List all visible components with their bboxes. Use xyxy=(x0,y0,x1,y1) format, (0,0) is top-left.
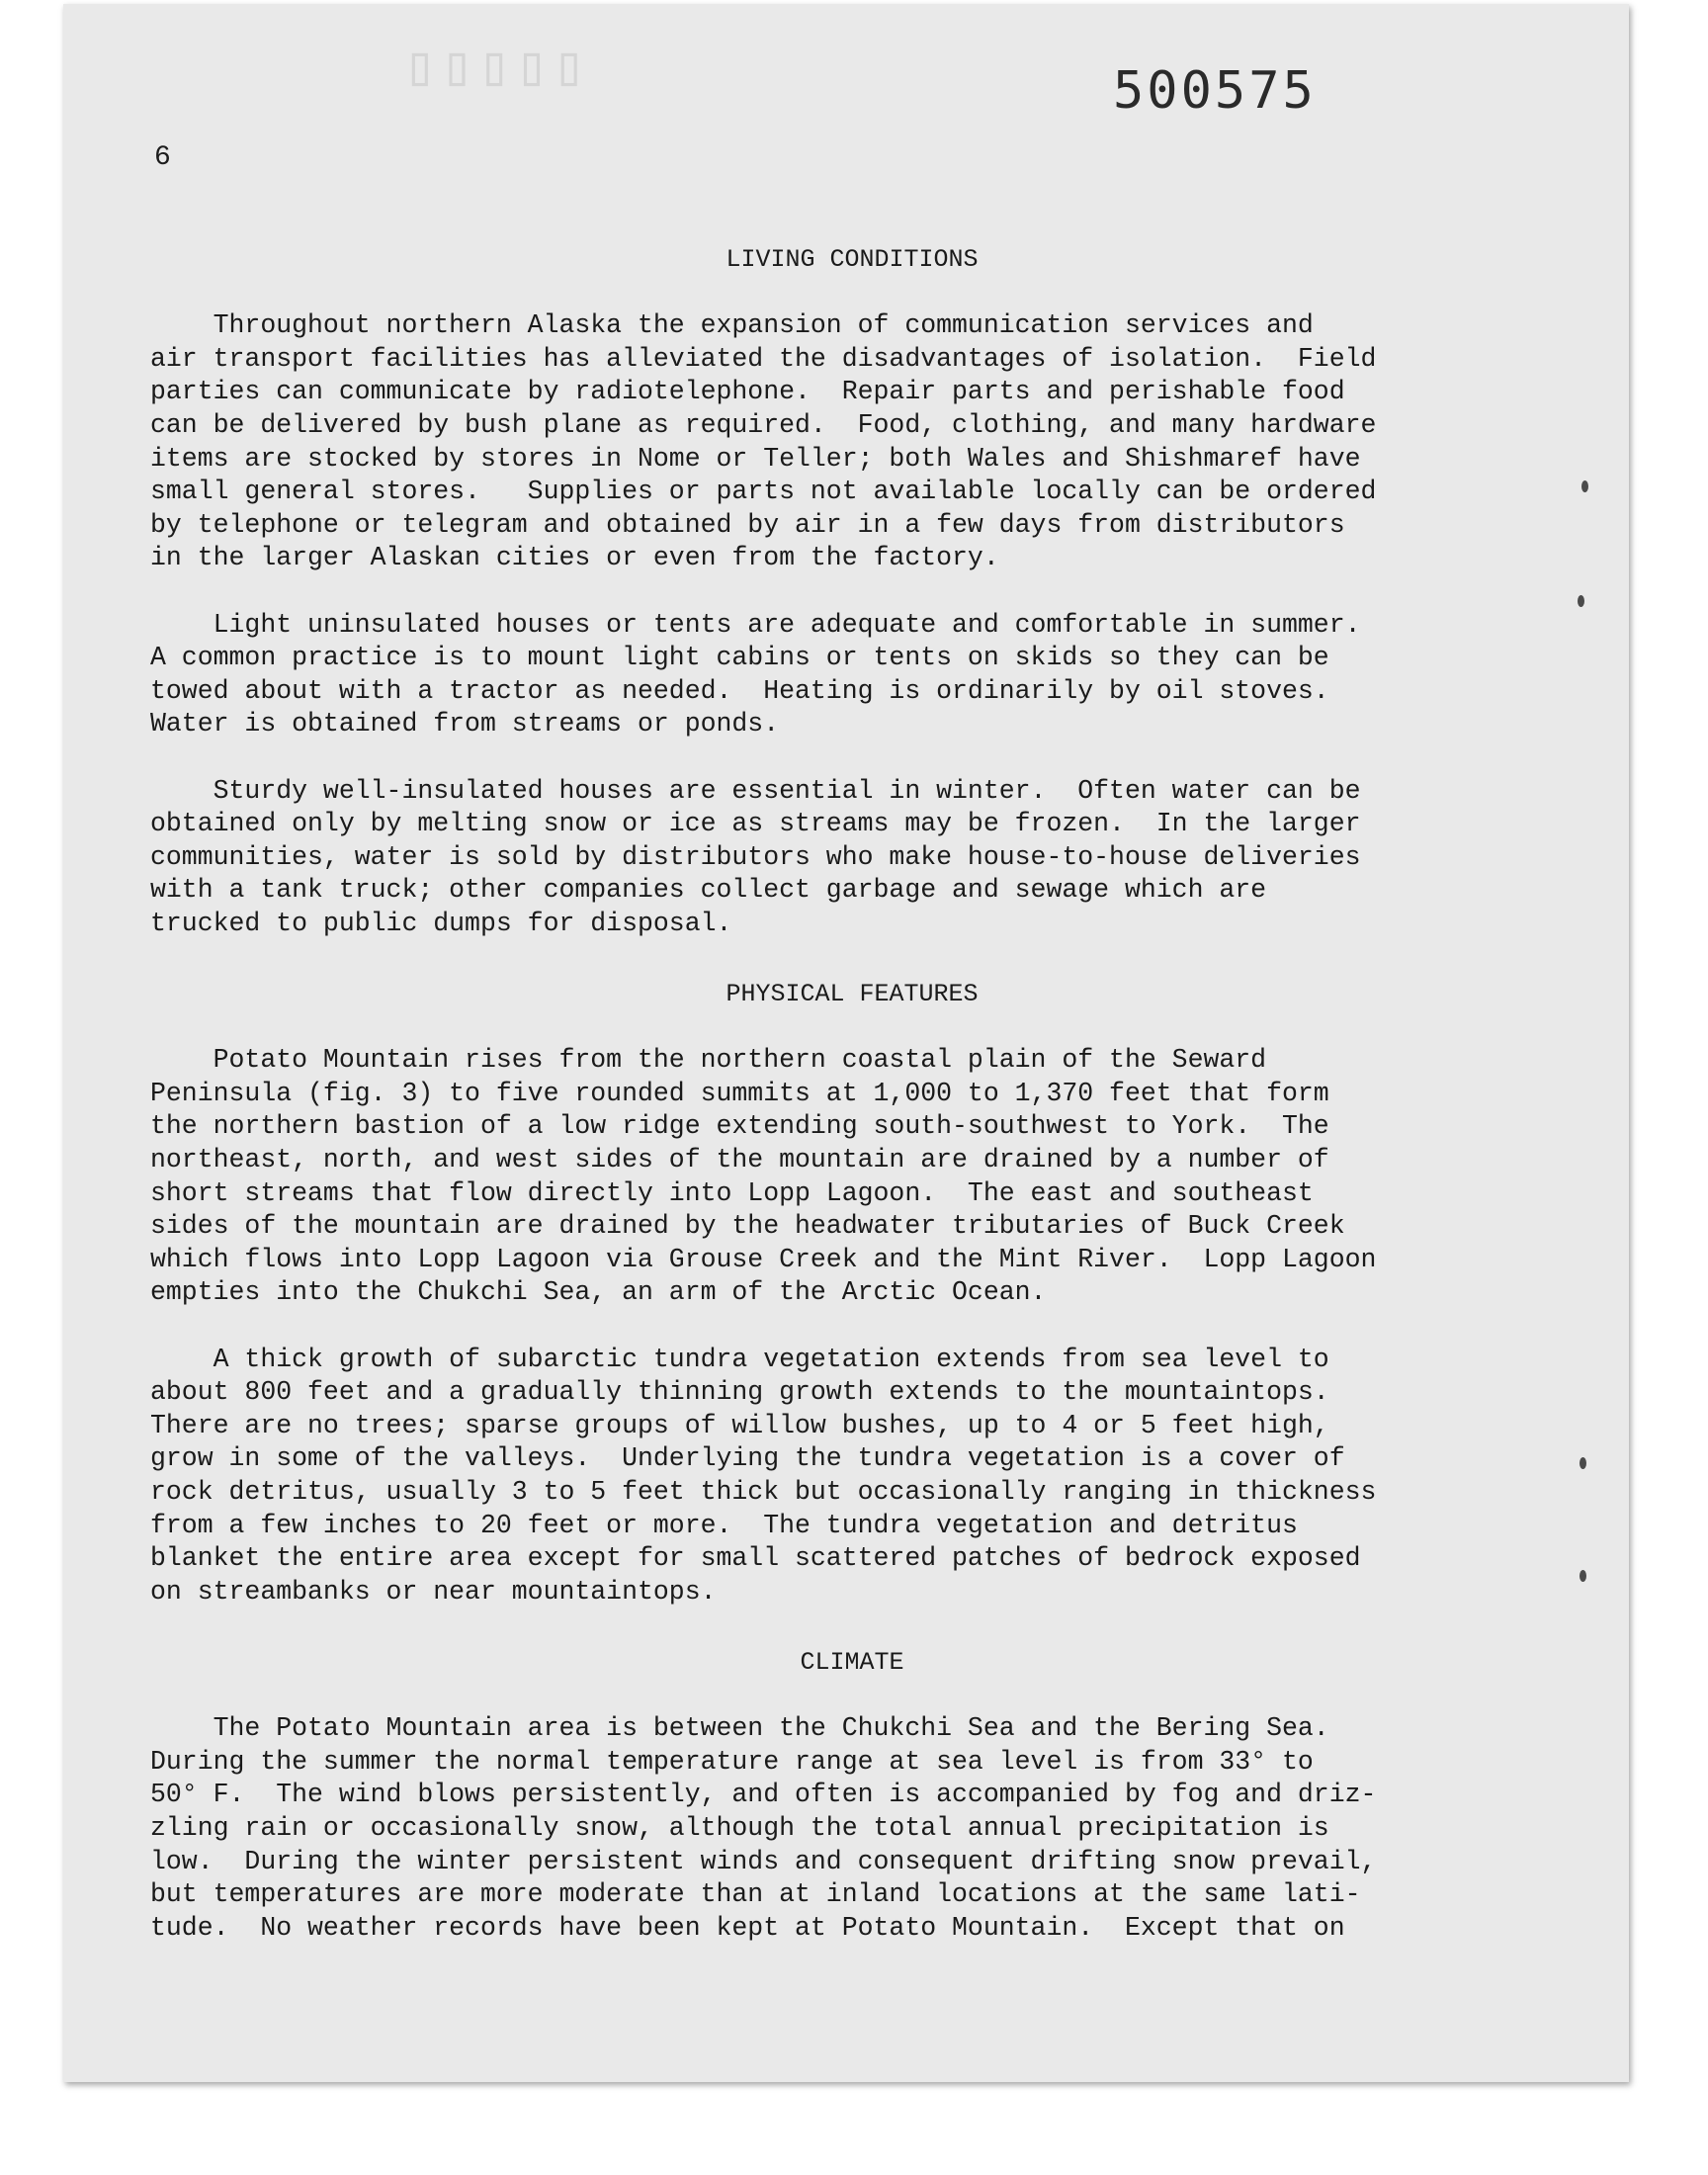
text-line: 50° F. The wind blows persistently, and often is accompanied by fog and driz- xyxy=(150,1780,1377,1810)
text-line: about 800 feet and a gradually thinning growth extends to the mountaintops. xyxy=(150,1377,1329,1408)
text-line: low. During the winter persistent winds and consequent drifting snow prevail, xyxy=(150,1846,1377,1876)
text-line: empties into the Chukchi Sea, an arm of the Arctic Ocean. xyxy=(150,1277,1047,1308)
text-line: During the summer the normal temperature range at sea level is from 33° to xyxy=(150,1746,1314,1777)
text-line: Throughout northern Alaska the expansion of communication services and xyxy=(150,310,1314,341)
text-line: A thick growth of subarctic tundra vegetation extends from sea level to xyxy=(150,1344,1329,1374)
text-line: small general stores. Supplies or parts not available locally can be ordered xyxy=(150,477,1377,507)
section-heading: PHYSICAL FEATURES xyxy=(726,980,979,1009)
text-line: towed about with a tractor as needed. Heating is ordinarily by oil stoves. xyxy=(150,675,1329,706)
text-line: sides of the mountain are drained by the headwater tributaries of Buck Creek xyxy=(150,1211,1345,1242)
text-line: Peninsula (fig. 3) to five rounded summits at 1,000 to 1,370 feet that form xyxy=(150,1078,1329,1108)
text-line: can be delivered by bush plane as required. Food, clothing, and many hardware xyxy=(150,409,1377,440)
text-line: short streams that flow directly into Lopp Lagoon. The east and southeast xyxy=(150,1177,1314,1208)
paragraph xyxy=(150,775,1554,941)
text-line: Sturdy well-insulated houses are essential in winter. Often water can be xyxy=(150,775,1361,806)
text-line: northeast, north, and west sides of the mountain are drained by a number of xyxy=(150,1145,1329,1175)
text-line: blanket the entire area except for small scattered patches of bedrock exposed xyxy=(150,1543,1361,1574)
text-line: parties can communicate by radiotelephone. Repair parts and perishable food xyxy=(150,377,1345,407)
text-line: which flows into Lopp Lagoon via Grouse Creek and the Mint River. Lopp Lagoon xyxy=(150,1244,1377,1274)
text-line: Water is obtained from streams or ponds. xyxy=(150,709,780,740)
text-line: Light uninsulated houses or tents are adequate and comfortable in summer. xyxy=(150,609,1361,640)
paragraph xyxy=(150,609,1554,741)
scan-speck xyxy=(1578,595,1584,607)
scan-speck xyxy=(1580,1457,1586,1469)
text-line: Potato Mountain rises from the northern coastal plain of the Seward xyxy=(150,1045,1267,1076)
document-page xyxy=(63,4,1629,2082)
text-line: There are no trees; sparse groups of willow bushes, up to 4 or 5 feet high, xyxy=(150,1410,1329,1440)
bleed-through-mark: ▯▯▯▯▯ xyxy=(399,34,586,98)
text-line: air transport facilities has alleviated the disadvantages of isolation. Field xyxy=(150,343,1377,374)
section-heading: LIVING CONDITIONS xyxy=(726,245,979,274)
scan-speck xyxy=(1581,480,1588,492)
text-line: A common practice is to mount light cabins or tents on skids so they can be xyxy=(150,643,1329,673)
text-line: by telephone or telegram and obtained by air in a few days from distributors xyxy=(150,509,1345,540)
text-line: the northern bastion of a low ridge extending south-southwest to York. The xyxy=(150,1111,1329,1142)
text-line: rock detritus, usually 3 to 5 feet thick but occasionally ranging in thickness xyxy=(150,1476,1377,1507)
text-line: tude. No weather records have been kept at Potato Mountain. Except that on xyxy=(150,1912,1345,1943)
text-line: obtained only by melting snow or ice as streams may be frozen. In the larger xyxy=(150,809,1361,839)
text-line: items are stocked by stores in Nome or Teller; both Wales and Shishmaref have xyxy=(150,443,1361,474)
text-line: communities, water is sold by distributors who make house-to-house deliveries xyxy=(150,841,1361,872)
paragraph xyxy=(150,1044,1554,1310)
section-heading: CLIMATE xyxy=(800,1647,904,1677)
text-line: with a tank truck; other companies collect garbage and sewage which are xyxy=(150,875,1267,906)
text-line: on streambanks or near mountaintops. xyxy=(150,1576,717,1607)
scan-speck xyxy=(1580,1570,1586,1582)
paragraph xyxy=(150,309,1554,575)
paragraph xyxy=(150,1712,1554,1945)
document-number: 500575 xyxy=(1113,61,1317,121)
text-line: in the larger Alaskan cities or even from the factory. xyxy=(150,543,999,573)
page-number: 6 xyxy=(154,142,171,173)
text-line: trucked to public dumps for disposal. xyxy=(150,908,732,938)
document-body xyxy=(150,239,1554,1945)
text-line: from a few inches to 20 feet or more. The tundra vegetation and detritus xyxy=(150,1510,1298,1540)
paragraph xyxy=(150,1344,1554,1610)
text-line: but temperatures are more moderate than at inland locations at the same lati- xyxy=(150,1879,1361,1910)
text-line: grow in some of the valleys. Underlying the tundra vegetation is a cover of xyxy=(150,1443,1345,1474)
text-line: The Potato Mountain area is between the Chukchi Sea and the Bering Sea. xyxy=(150,1713,1329,1744)
text-line: zling rain or occasionally snow, although the total annual precipitation is xyxy=(150,1812,1329,1843)
